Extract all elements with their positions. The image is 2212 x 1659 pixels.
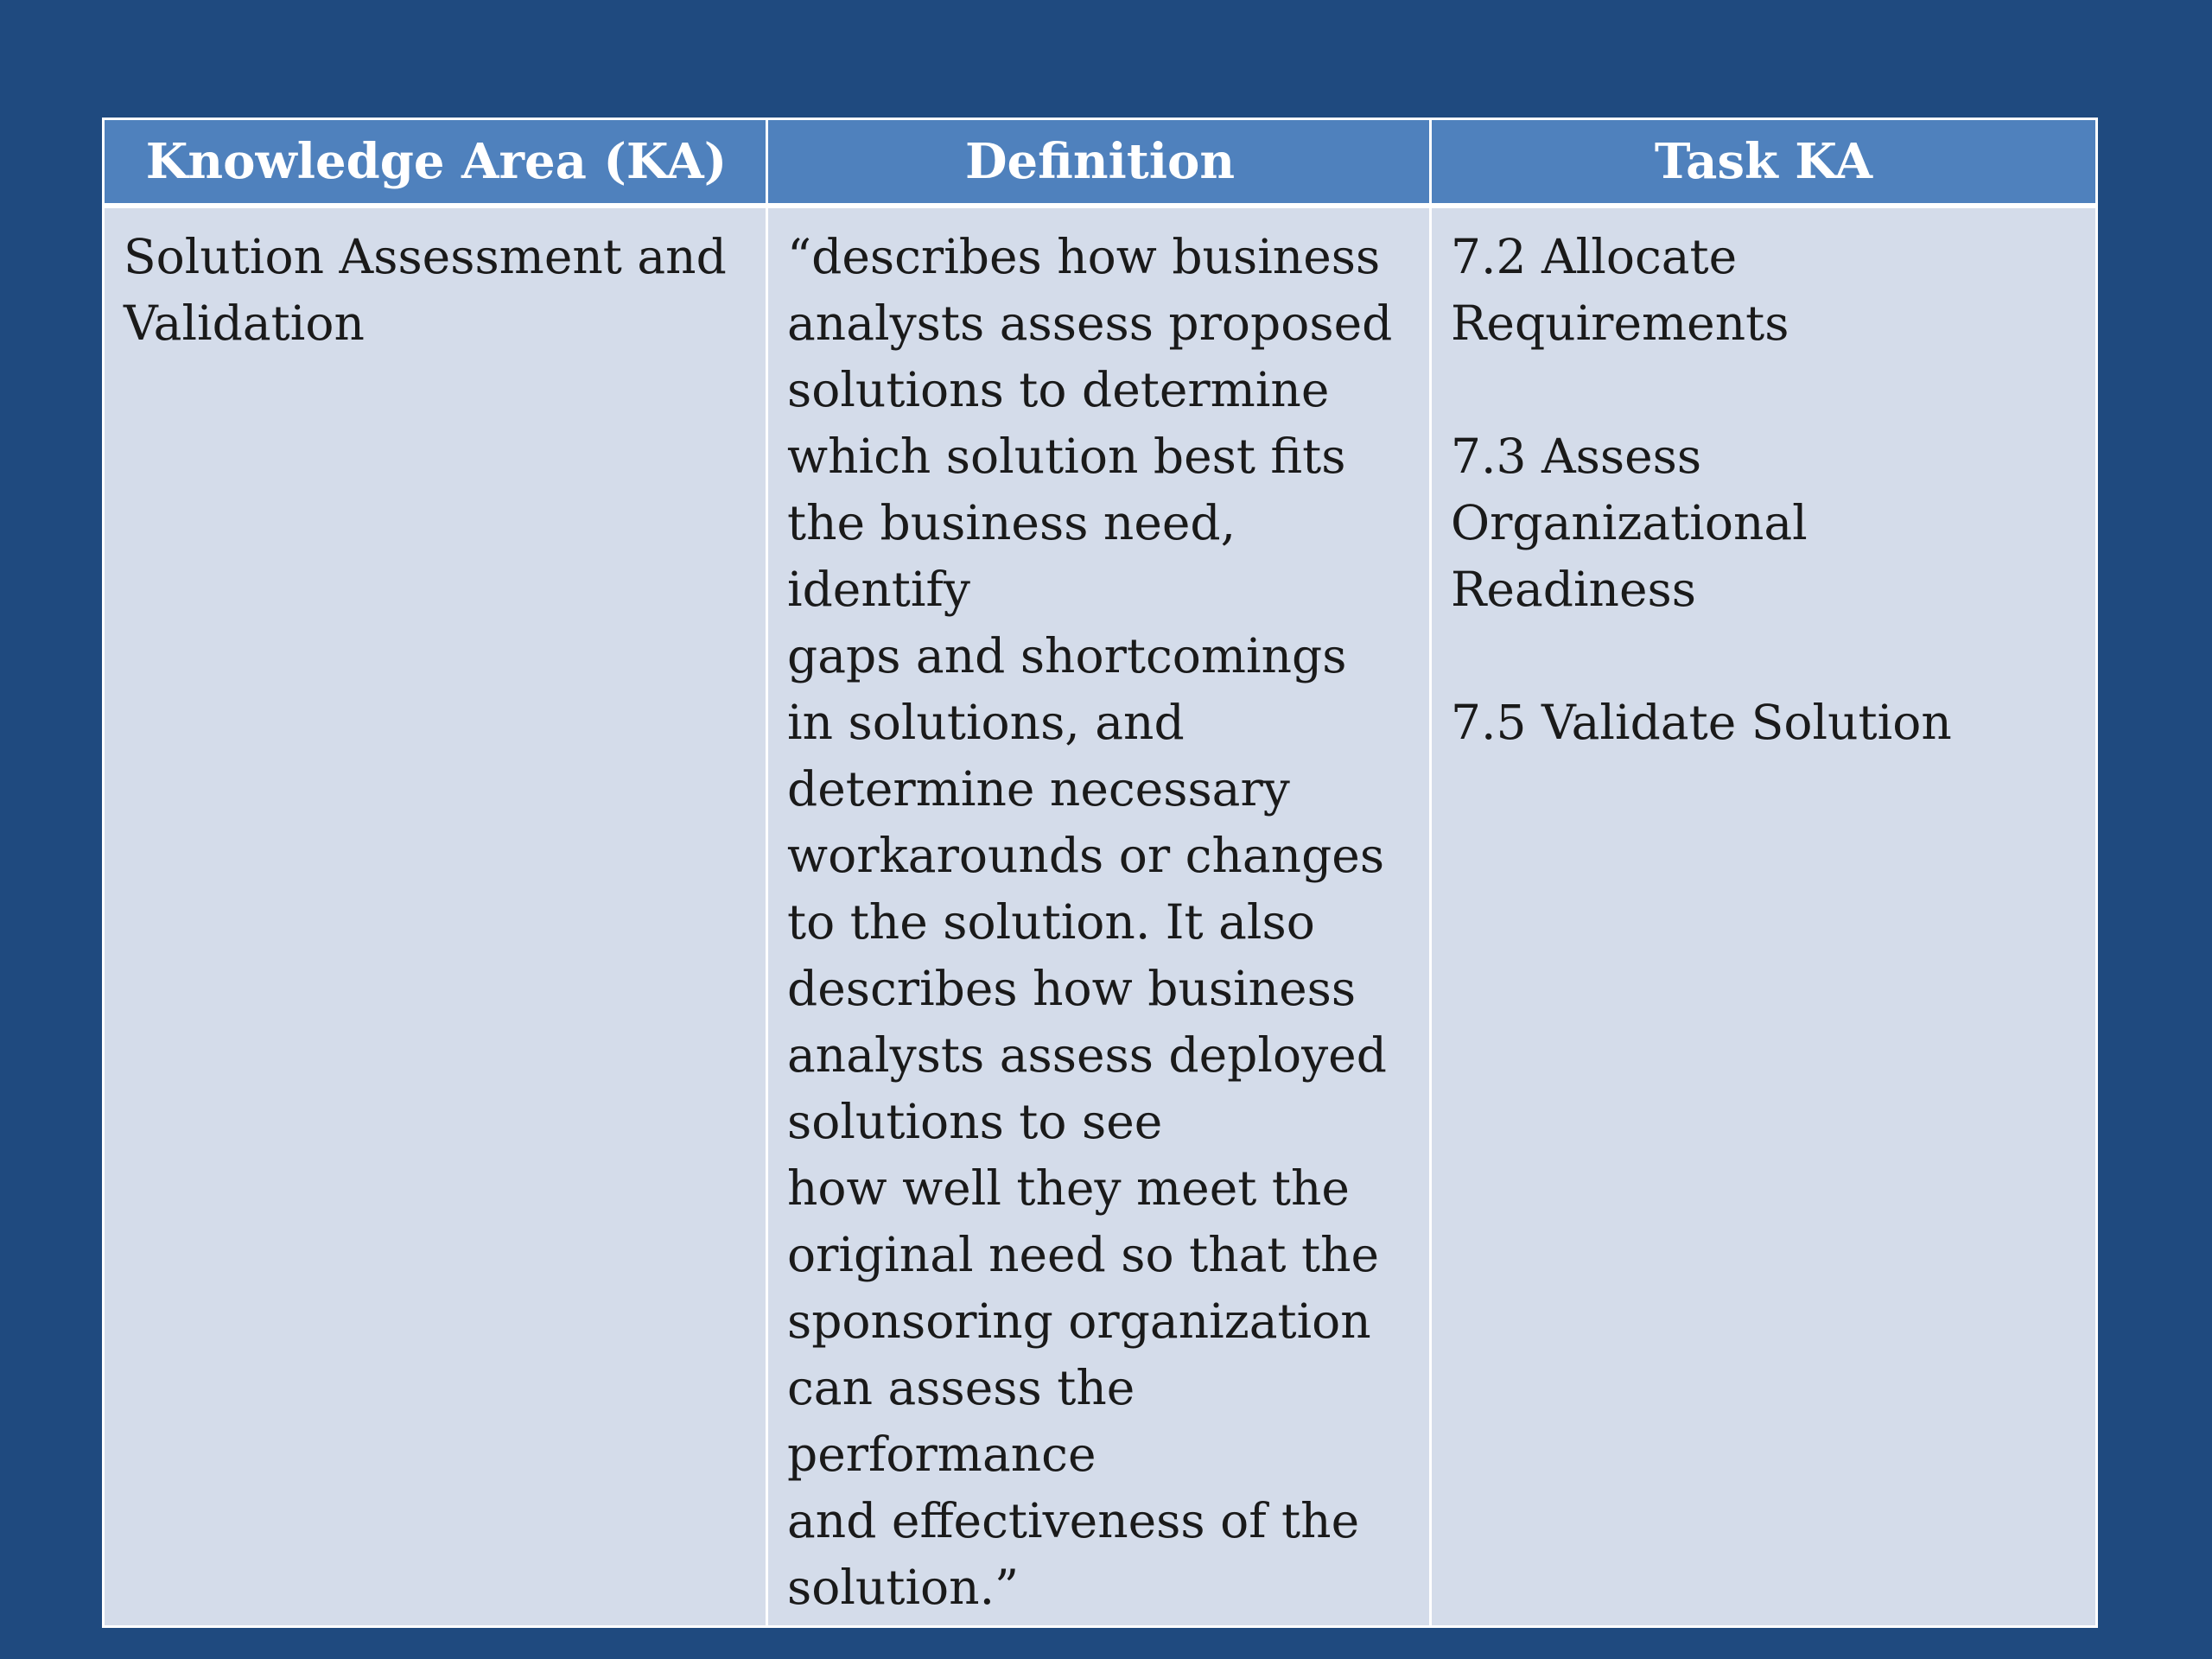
definition-line: and effectiveness of the	[787, 1493, 1360, 1548]
ka-line: Validation	[124, 296, 365, 351]
task-spacer	[1451, 357, 2078, 423]
definition-line: original need so that the	[787, 1227, 1380, 1282]
definition-line: gaps and shortcomings	[787, 628, 1347, 683]
task-line: 7.2 Allocate	[1451, 229, 1738, 284]
definition-line: analysts assess deployed	[787, 1027, 1387, 1083]
ka-line: Solution Assessment and	[124, 229, 727, 284]
definition-line: determine necessary	[787, 761, 1290, 817]
header-task-ka: Task KA	[1654, 133, 1873, 190]
definition-line: solutions to see	[787, 1094, 1163, 1149]
definition-line: analysts assess proposed	[787, 296, 1393, 351]
definition-line: describes how business	[787, 961, 1357, 1016]
task-line: Readiness	[1451, 562, 1696, 617]
header-knowledge-area: Knowledge Area (KA)	[145, 133, 728, 190]
definition-line: how well they meet the	[787, 1160, 1350, 1216]
task-line: Requirements	[1451, 296, 1789, 351]
ka-table	[102, 118, 2098, 1628]
definition-line: which solution best fits	[787, 429, 1346, 484]
cell-definition	[768, 213, 1432, 1625]
definition-line: workarounds or changes	[787, 828, 1385, 883]
definition-line: solutions to determine	[787, 362, 1330, 417]
definition-line: sponsoring organization	[787, 1294, 1371, 1349]
task-line: Organizational	[1451, 495, 1808, 550]
definition-line: the business need,	[787, 495, 1236, 550]
cell-knowledge-area	[105, 213, 768, 1625]
cell-task-ka	[1432, 213, 2095, 1625]
task-line: 7.5 Validate Solution	[1451, 695, 1952, 750]
definition-line: solution.”	[787, 1560, 1020, 1615]
definition-line: performance	[787, 1427, 1096, 1482]
definition-line: “describes how business	[787, 229, 1381, 284]
table-header-row	[105, 120, 2095, 208]
definition-line: can assess the	[787, 1360, 1135, 1415]
definition-line: in solutions, and	[787, 695, 1185, 750]
definition-line: identify	[787, 562, 970, 617]
header-definition: Definition	[964, 133, 1236, 190]
definition-line: to the solution. It also	[787, 894, 1315, 950]
task-spacer	[1451, 623, 2078, 690]
task-line: 7.3 Assess	[1451, 429, 1702, 484]
